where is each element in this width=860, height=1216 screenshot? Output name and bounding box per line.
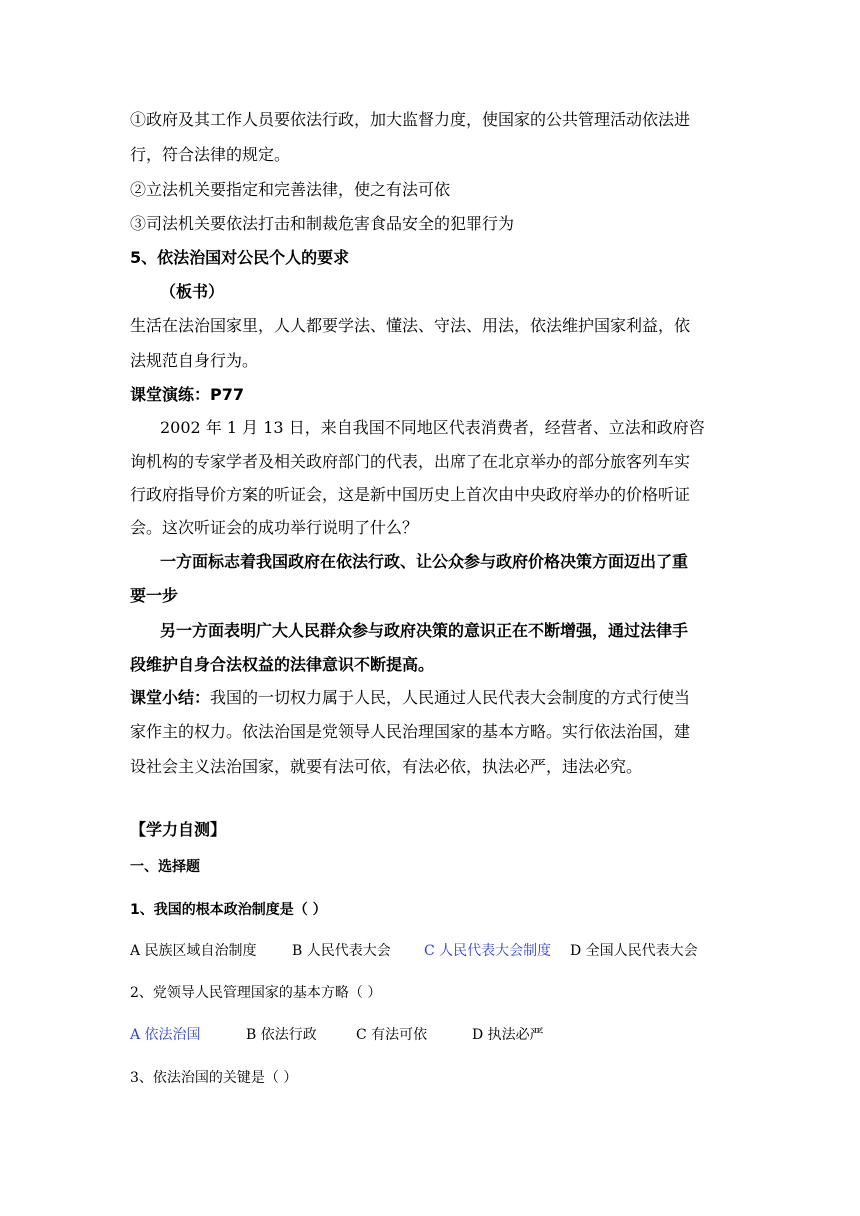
q1-option-d[interactable]: D 全国人民代表大会: [570, 943, 698, 959]
question-2-options: [130, 1025, 544, 1045]
practice-question-d: 会。这次听证会的成功举行说明了什么？: [130, 518, 419, 537]
point-1-line-a: ①政府及其工作人员要依法行政，加大监督力度，使国家的公共管理活动依法进: [130, 110, 691, 129]
section-5-text-a: 生活在法治国家里，人人都要学法、懂法、守法、用法，依法维护国家利益，依: [130, 316, 691, 335]
summary-line-a: [130, 688, 690, 708]
section-5-text-b: 法规范自身行为。: [130, 351, 259, 370]
q1-option-a[interactable]: A 民族区域自治制度: [130, 943, 257, 959]
question-1-options: [130, 941, 698, 961]
question-2: 2、党领导人民管理国家的基本方略（ ）: [130, 985, 382, 1001]
choice-section-heading: 一、选择题: [130, 859, 200, 875]
summary-text-c: 设社会主义法治国家，就要有法可依，有法必依，执法必严，违法必究。: [130, 757, 643, 776]
q1-option-b[interactable]: B 人民代表大会: [292, 943, 391, 959]
summary-label: 课堂小结：: [130, 688, 211, 707]
selftest-heading: 【学力自测】: [130, 820, 227, 839]
practice-question-c: 行政府指导价方案的听证会，这是新中国历史上首次由中央政府举办的价格听证: [130, 485, 691, 504]
board-note: （板书）: [160, 282, 225, 301]
q2-option-a[interactable]: A 依法治国: [130, 1027, 201, 1043]
point-2: ②立法机关要指定和完善法律，使之有法可依: [130, 180, 451, 199]
practice-heading: 课堂演练：P77: [130, 385, 244, 404]
practice-answer-2b: 段维护自身合法权益的法律意识不断提高。: [130, 655, 435, 674]
question-3: 3、依法治国的关键是（ ）: [130, 1070, 298, 1086]
practice-question-a: 2002 年 1 月 13 日，来自我国不同地区代表消费者，经营者、立法和政府咨: [160, 418, 705, 437]
summary-text-a: 我国的一切权力属于人民，人民通过人民代表大会制度的方式行使当: [210, 688, 691, 707]
q2-option-d[interactable]: D 执法必严: [472, 1027, 544, 1043]
practice-question-b: 询机构的专家学者及相关政府部门的代表，出席了在北京举办的部分旅客列车实: [130, 452, 691, 471]
q1-option-c[interactable]: C 人民代表大会制度: [424, 943, 552, 959]
q2-option-b[interactable]: B 依法行政: [246, 1027, 317, 1043]
practice-answer-1a: 一方面标志着我国政府在依法行政、让公众参与政府价格决策方面迈出了重: [160, 552, 689, 571]
practice-answer-1b: 要一步: [130, 586, 179, 605]
summary-text-b: 家作主的权力。依法治国是党领导人民治理国家的基本方略。实行依法治国，建: [130, 722, 691, 741]
point-3: ③司法机关要依法打击和制裁危害食品安全的犯罪行为: [130, 214, 515, 233]
practice-answer-2a: 另一方面表明广大人民群众参与政府决策的意识正在不断增强，通过法律手: [160, 621, 689, 640]
section-5-heading: 5、依法治国对公民个人的要求: [130, 248, 350, 267]
point-1-line-b: 行，符合法律的规定。: [130, 145, 291, 164]
q2-option-c[interactable]: C 有法可依: [356, 1027, 428, 1043]
question-1: 1、我国的根本政治制度是（ ）: [130, 902, 327, 918]
